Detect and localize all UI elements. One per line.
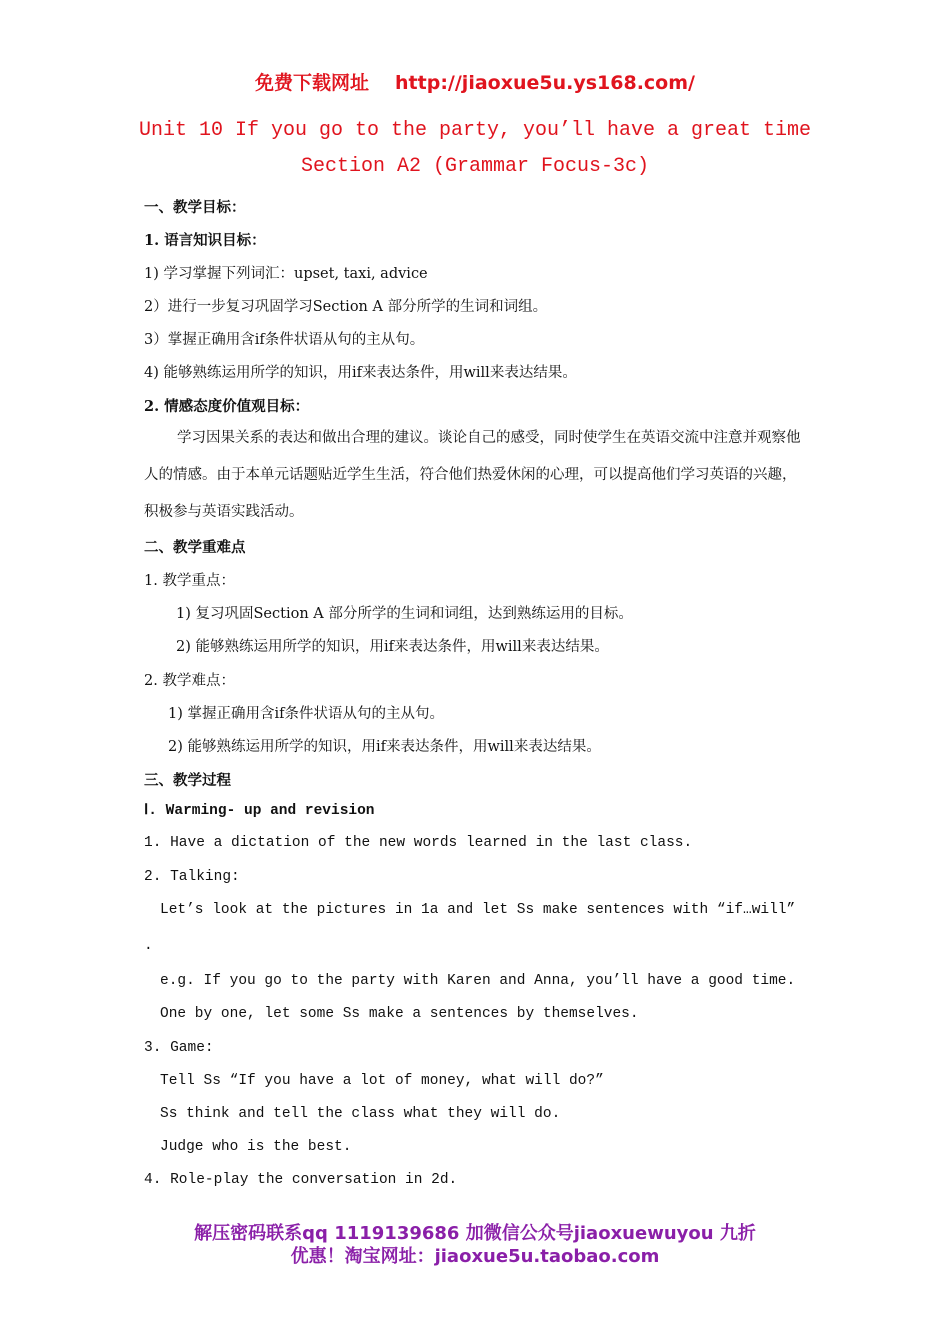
header-url[interactable]: http://jiaoxue5u.ys168.com/ xyxy=(395,72,695,94)
step-detail: Let’s look at the pictures in 1a and let Ss make sentences with “if…will” xyxy=(160,902,796,918)
subheading-attitude: 2. 情感态度价值观目标： xyxy=(144,398,310,415)
step-detail: e.g. If you go to the party with Karen and Anna, you’ll have a good time. xyxy=(160,973,796,989)
step-item: 3. Game: xyxy=(144,1040,214,1056)
section-heading-keypoints: 二、教学重难点 xyxy=(144,539,246,556)
title-line-1: Unit 10 If you go to the party, you’ll have a great time xyxy=(138,119,812,142)
section-heading-objectives: 一、教学目标： xyxy=(144,199,246,216)
list-item: 2) 能够熟练运用所学的知识，用if来表达条件，用will来表达结果。 xyxy=(168,739,601,755)
step-detail: Ss think and tell the class what they will do. xyxy=(160,1106,561,1122)
list-item: 1) 学习掌握下列词汇：upset, taxi, advice xyxy=(144,266,428,282)
header-banner xyxy=(0,68,950,95)
subheading-focus: 1. 教学重点： xyxy=(144,573,235,589)
list-item: 1) 掌握正确用含if条件状语从句的主从句。 xyxy=(168,706,444,722)
list-item: 4) 能够熟练运用所学的知识，用if来表达条件，用will来表达结果。 xyxy=(144,365,577,381)
step-detail-end: . xyxy=(144,938,153,954)
step-detail: One by one, let some Ss make a sentences by themselves. xyxy=(160,1006,639,1022)
step-detail: Tell Ss “If you have a lot of money, what will do?” xyxy=(160,1073,604,1089)
list-item: 3）掌握正确用含if条件状语从句的主从句。 xyxy=(144,332,425,348)
list-item: 2) 能够熟练运用所学的知识，用if来表达条件，用will来表达结果。 xyxy=(176,639,609,655)
step-item: 1. Have a dictation of the new words learned in the last class. xyxy=(144,835,693,851)
footer-line-1: 解压密码联系qq 1119139686 加微信公众号jiaoxuewuyou 九折 xyxy=(194,1223,756,1244)
attitude-paragraph: 学习因果关系的表达和做出合理的建议。谈论自己的感受，同时使学生在英语交流中注意并观察他人的情感。由于本单元话题贴近学生生活，符合他们热爱休闲的心理，可以提高他们学习英语的兴趣，积极参与英语实践活动。 xyxy=(144,430,801,520)
list-item: 1) 复习巩固Section A 部分所学的生词和词组，达到熟练运用的目标。 xyxy=(176,606,633,622)
step-heading-warmup: Ⅰ. Warming- up and revision xyxy=(144,803,375,819)
section-heading-process: 三、教学过程 xyxy=(144,772,231,789)
step-detail: Judge who is the best. xyxy=(160,1139,352,1155)
subheading-knowledge: 1. 语言知识目标： xyxy=(144,232,266,249)
title-line-2: Section A2 (Grammar Focus-3c) xyxy=(300,155,650,178)
step-item: 2. Talking: xyxy=(144,869,240,885)
footer-line-2: 优惠！淘宝网址：jiaoxue5u.taobao.com xyxy=(290,1246,660,1267)
header-label: 免费下载网址 xyxy=(255,72,370,94)
subheading-difficulty: 2. 教学难点： xyxy=(144,673,235,689)
list-item: 2）进行一步复习巩固学习Section A 部分所学的生词和词组。 xyxy=(144,299,548,315)
step-item: 4. Role-play the conversation in 2d. xyxy=(144,1172,458,1188)
